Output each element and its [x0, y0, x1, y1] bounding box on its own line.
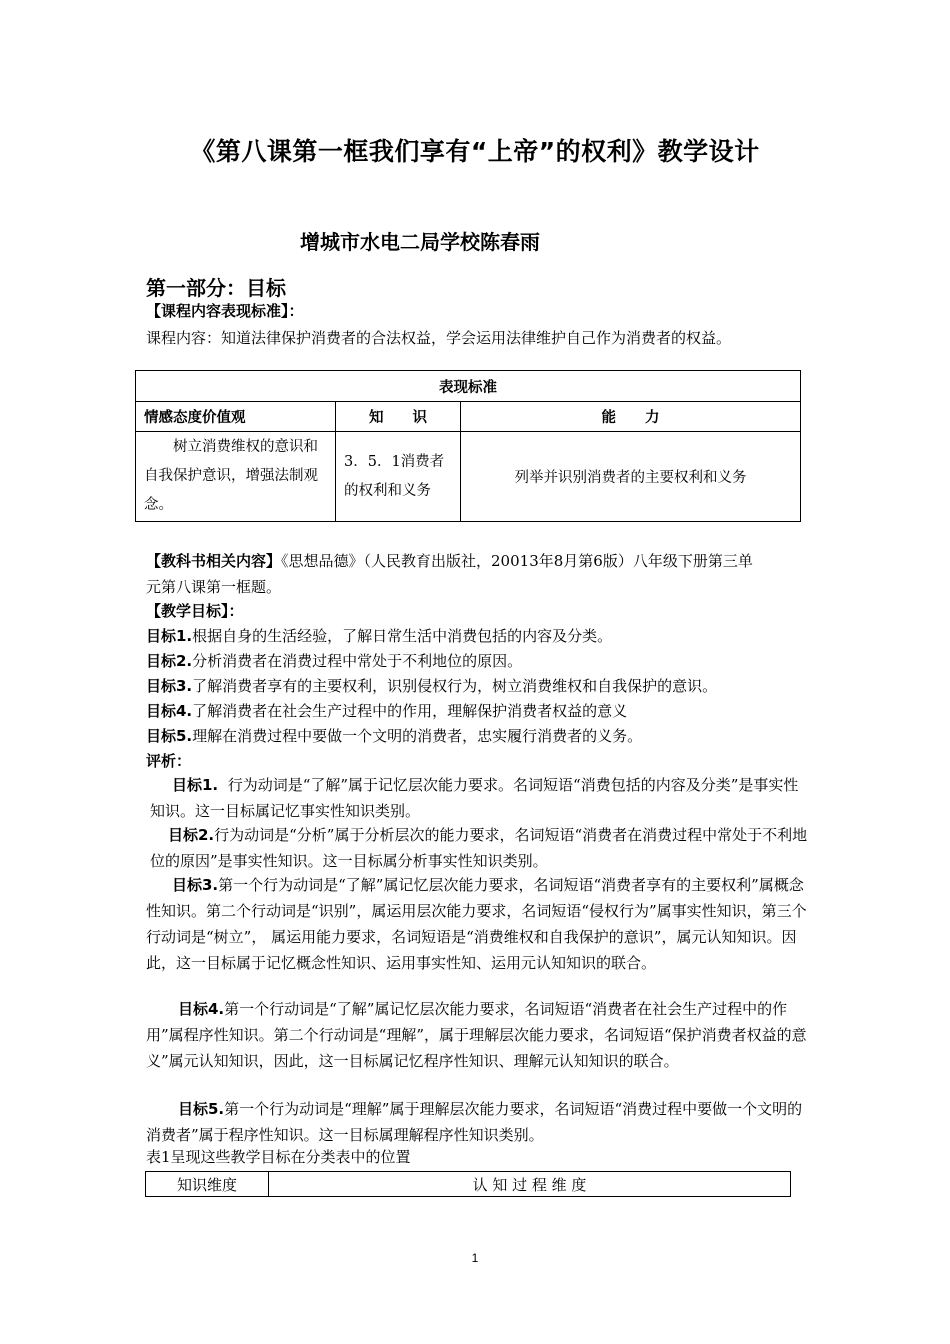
page-number: 1: [471, 1251, 479, 1265]
header-attitude: 情感态度价值观: [136, 402, 336, 432]
cognitive-process-header: 认 知 过 程 维 度: [269, 1172, 791, 1197]
header-ability: 能 力: [461, 402, 801, 432]
goal-item: 目标3.了解消费者享有的主要权利，识别侵权行为，树立消费维权和自我保护的意识。: [146, 677, 718, 695]
cell-ability: 列举并识别消费者的主要权利和义务: [461, 432, 801, 522]
cell-knowledge: 3．5．1消费者的权利和义务: [336, 432, 461, 522]
classification-table: [145, 1171, 791, 1197]
analysis-heading: 评析：: [146, 752, 192, 770]
standard-heading: 【课程内容表现标准】：: [146, 302, 304, 320]
textbook-text-1: 《思想品德》（人民教育出版社，20013年8月第6版）八年级下册第三单: [281, 552, 753, 570]
header-knowledge: 知 识: [336, 402, 461, 432]
goal-item: 目标5.理解在消费过程中要做一个文明的消费者，忠实履行消费者的义务。: [146, 727, 643, 745]
goals-heading: 【教学目标】：: [146, 602, 244, 620]
table1-intro: 表1呈现这些教学目标在分类表中的位置: [146, 1148, 411, 1166]
textbook-label: 【教科书相关内容】: [146, 552, 282, 570]
analysis-paragraph: 目标1. 行为动词是“了解”属于记忆层次能力要求。名词短语“消费包括的内容及分类”是事实性知识。这一目标属记忆事实性知识类别。: [150, 776, 799, 820]
cell-attitude: 树立消费维权的意识和自我保护意识，增强法制观念。: [136, 432, 336, 522]
goal-item: 目标2.分析消费者在消费过程中常处于不利地位的原因。: [146, 652, 523, 670]
goal-item: 目标4.了解消费者在社会生产过程中的作用，理解保护消费者权益的意义: [146, 702, 628, 720]
textbook-text-2: 元第八课第一框题。: [146, 578, 282, 596]
analysis-paragraph: 目标4.第一个行动词是“了解”属记忆层次能力要求，名词短语“消费者在社会生产过程中的作用”属程序性知识。第二个行动词是“理解”，属于理解层次能力要求，名词短语“保护消费者权益的意义”属元认知知识，因此，这一目标属记忆程序性知识、理解元认知知识的联合。: [146, 1000, 807, 1070]
author-line: 增城市水电二局学校陈春雨: [300, 230, 540, 254]
document-title: 《第八课第一框我们享有“上帝”的权利》教学设计: [190, 137, 760, 166]
standards-table: [135, 370, 801, 522]
textbook-line: [146, 550, 753, 571]
goal-item: 目标1.根据自身的生活经验，了解日常生活中消费包括的内容及分类。: [146, 627, 613, 645]
standards-table-caption: 表现标准: [136, 371, 801, 402]
knowledge-dimension-header: 知识维度: [146, 1172, 269, 1197]
course-content: 课程内容：知道法律保护消费者的合法权益，学会运用法律维护自己作为消费者的权益。: [146, 329, 732, 347]
analysis-paragraph: 目标5.第一个行为动词是“理解”属于理解层次能力要求，名词短语“消费过程中要做一个文明的消费者”属于程序性知识。这一目标属理解程序性知识类别。: [146, 1100, 803, 1144]
analysis-paragraph: 目标2.行为动词是“分析”属于分析层次的能力要求，名词短语“消费者在消费过程中常处于不利地位的原因”是事实性知识。这一目标属分析事实性知识类别。: [150, 826, 808, 870]
part1-heading: 第一部分：目标: [146, 276, 286, 300]
analysis-paragraph: 目标3.第一个行为动词是“了解”属记忆层次能力要求，名词短语“消费者享有的主要权利”属概念性知识。第二个行动词是“识别”，属运用层次能力要求，名词短语“侵权行为”属事实性知识，第三个行动词是“树立”， 属运用能力要求，名词短语是“消费维权和自我保护的意识”，属元认知知识。因此，这一目标属于记忆概念性知识、运用事实性知、运用元认知知识的联合。: [146, 876, 807, 972]
